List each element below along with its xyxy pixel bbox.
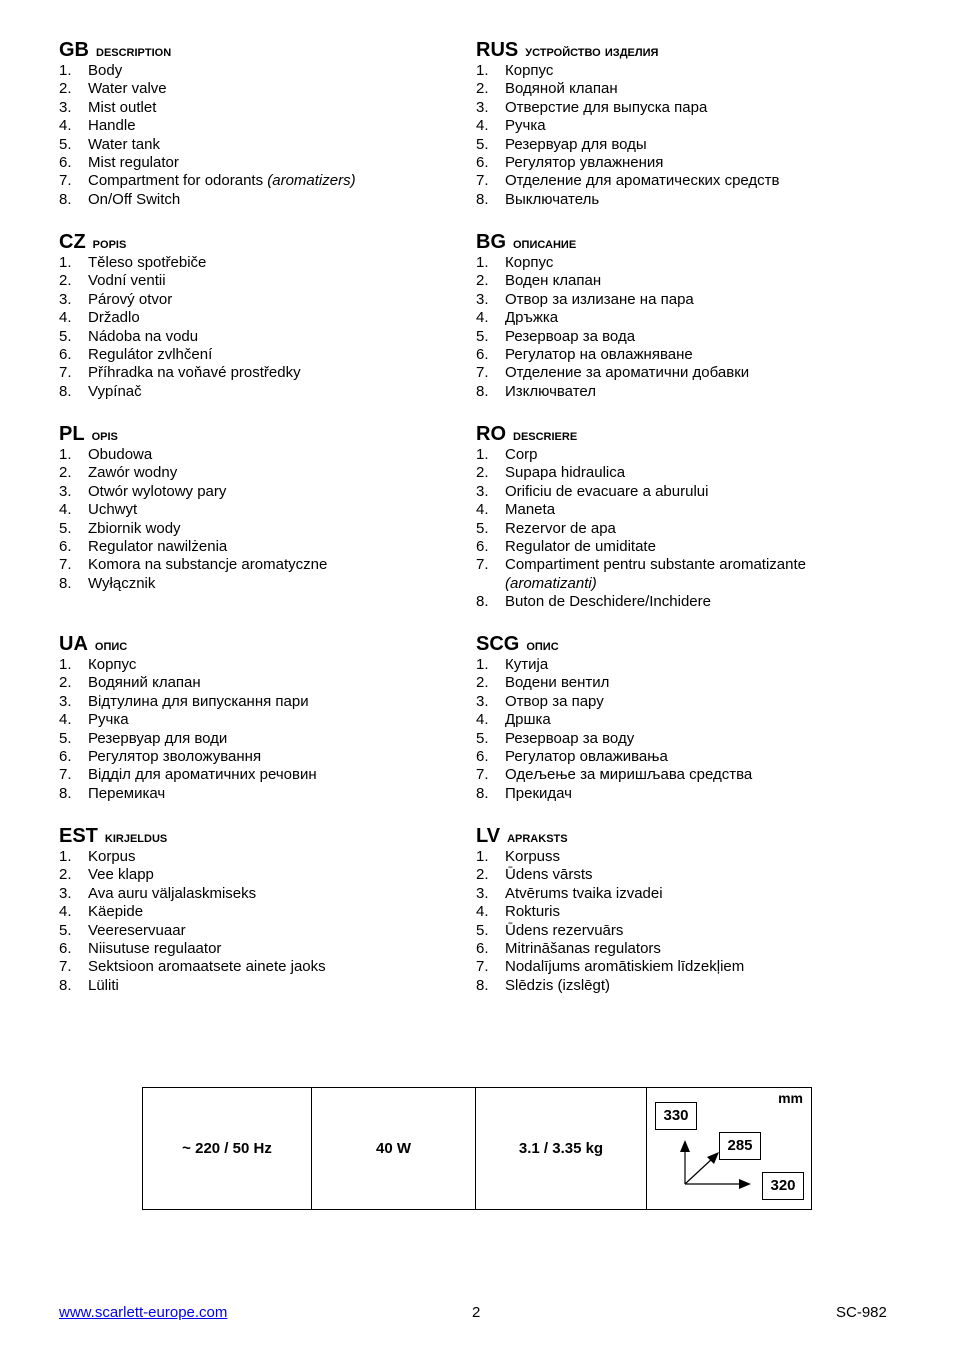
list-item: 3. Отвор за излизане на пара [476, 290, 694, 308]
list-item: 6. Regulator de umiditate [476, 538, 656, 556]
list-item: 1. Корпус [59, 656, 137, 673]
list-item: 5. Резервоар за вода [476, 327, 636, 345]
section-heading: UA опис [59, 633, 128, 655]
list-item: 2. Water valve [59, 80, 167, 98]
list-item: 5. Резервоар за воду [476, 729, 635, 747]
specs-table [142, 1087, 812, 1210]
list-item: 3. Atvērums tvaika izvadei [476, 884, 663, 902]
website-link[interactable]: www.scarlett-europe.com [59, 1304, 228, 1321]
list-item: 5. Ūdens rezervuārs [476, 921, 624, 939]
list-item: 6. Regulator nawilżenia [59, 538, 228, 556]
unit-label: mm [778, 1090, 803, 1106]
list-item: 2. Vee klapp [59, 866, 154, 884]
list-item: 7. Відділ для ароматичних речовин [59, 766, 317, 784]
list-item: 1. Obudowa [59, 446, 153, 463]
list-item: 3. Mist outlet [59, 98, 157, 116]
section-heading: LV apraksts [476, 825, 568, 847]
list-item: 5. Резервуар для води [59, 729, 228, 747]
model-number: SC-982 [836, 1304, 887, 1321]
page-number: 2 [472, 1304, 481, 1321]
section-heading: BG описание [476, 231, 577, 253]
list-item: 7. Отделение за ароматични добавки [476, 364, 750, 382]
list-item: 1. Korpus [59, 848, 136, 865]
list-item: 7. Одељење за миришљава средства [476, 766, 753, 784]
width-value: 320 [762, 1172, 804, 1200]
list-item: 5. Резервуар для воды [476, 135, 647, 153]
voltage-cell: ~ 220 / 50 Hz [143, 1088, 312, 1210]
depth-value: 285 [719, 1132, 761, 1160]
list-item: 4. Maneta [476, 501, 556, 519]
section-ua [59, 632, 459, 803]
list-item: 3. Otwór wylotowy pary [59, 482, 227, 500]
section-scg [476, 632, 876, 803]
list-item: 3. Отвор за пару [476, 692, 604, 710]
section-ro [476, 422, 876, 612]
list-item: 3. Párový otvor [59, 290, 173, 308]
power-cell: 40 W [312, 1088, 476, 1210]
weight-cell: 3.1 / 3.35 kg [476, 1088, 647, 1210]
section-heading: GB description [59, 39, 172, 61]
list-item: 7. Nodalījums aromātiskiem līdzekļiem [476, 958, 745, 976]
list-item: 7. Compartment for odorants (aromatizers) [59, 172, 356, 190]
list-item: 4. Дршка [476, 711, 551, 729]
list-item: 2. Водяний клапан [59, 674, 201, 692]
list-item: 8. Выключатель [476, 190, 600, 208]
section-rus [476, 38, 876, 209]
section-heading: CZ popis [59, 231, 127, 253]
section-heading: RO descriere [476, 423, 578, 445]
list-item: 8. Изключвател [476, 382, 596, 400]
list-item: 2. Воден клапан [476, 272, 602, 290]
section-lv [476, 824, 876, 995]
list-item: 2. Supapa hidraulica [476, 464, 626, 482]
list-item: 7. Příhradka na voňavé prostředky [59, 364, 301, 382]
section-est [59, 824, 459, 995]
list-item: 1. Корпус [476, 254, 554, 271]
list-item: 6. Niisutuse regulaator [59, 940, 222, 958]
list-item: 8. Vypínač [59, 382, 142, 400]
section-cz [59, 230, 459, 401]
list-item: 5. Zbiornik wody [59, 519, 181, 537]
list-item: 1. Body [59, 62, 123, 79]
list-item: 4. Rokturis [476, 903, 561, 921]
section-bg [476, 230, 876, 401]
section-heading: EST kirjeldus [59, 825, 168, 847]
list-item: 2. Zawór wodny [59, 464, 178, 482]
section-heading: PL opis [59, 423, 118, 445]
list-item: 6. Регулятор увлажнения [476, 154, 664, 172]
section-heading: SCG опис [476, 633, 559, 655]
list-item: 8. Buton de Deschidere/Inchidere [476, 593, 711, 611]
list-item: 5. Rezervor de apa [476, 519, 616, 537]
list-item: 4. Uchwyt [59, 501, 138, 519]
list-item: 4. Handle [59, 117, 136, 135]
list-item: 3. Відтулина для випускання пари [59, 692, 309, 710]
list-item: 3. Orificiu de evacuare a aburului [476, 482, 709, 500]
list-item: 7. Komora na substancje aromatyczne [59, 556, 328, 574]
list-item: 4. Käepide [59, 903, 144, 921]
list-item: 6. Регулятор зволожування [59, 748, 262, 766]
list-item: 8. Lüliti [59, 976, 119, 994]
list-item: 2. Водени вентил [476, 674, 610, 692]
list-item: 2. Vodní ventii [59, 272, 166, 290]
section-heading: RUS устройство изделия [476, 39, 659, 61]
list-item: 6. Регулатор овлаживања [476, 748, 668, 766]
list-item: 1. Těleso spotřebiče [59, 254, 207, 271]
list-item: 5. Water tank [59, 135, 160, 153]
list-item: 3. Ava auru väljalaskmiseks [59, 884, 257, 902]
list-item: 2. Ūdens vārsts [476, 866, 593, 884]
footer-link-wrap [59, 1304, 227, 1321]
section-gb [59, 38, 459, 209]
list-item: 4. Držadlo [59, 309, 140, 327]
list-item: 6. Регулатор на овлажняване [476, 346, 693, 364]
list-item: 4. Дръжка [476, 309, 559, 327]
list-item: 8. Перемикач [59, 784, 166, 802]
list-item: 7. Отделение для ароматических средств [476, 172, 780, 190]
list-item: 8. Wyłącznik [59, 574, 156, 592]
list-item: 1. Korpuss [476, 848, 561, 865]
list-item: 6. Mist regulator [59, 154, 179, 172]
list-item: 6. Mitrināšanas regulators [476, 940, 661, 958]
list-item: 8. Прекидач [476, 784, 572, 802]
list-item: 3. Отверстие для выпуска пара [476, 98, 708, 116]
list-item: 7. Compartiment pentru substante aromatizante (aromatizanti) [476, 556, 806, 592]
list-item: 4. Ручка [476, 117, 546, 135]
list-item: 1. Corp [476, 446, 538, 463]
list-item: 1. Кутија [476, 656, 549, 673]
list-item: 4. Ручка [59, 711, 129, 729]
height-value: 330 [655, 1102, 697, 1130]
section-pl [59, 422, 459, 593]
list-item: 5. Veereservuaar [59, 921, 186, 939]
list-item: 6. Regulátor zvlhčení [59, 346, 213, 364]
list-item: 8. Slēdzis (izslēgt) [476, 976, 611, 994]
list-item: 8. On/Off Switch [59, 190, 181, 208]
list-item: 7. Sektsioon aromaatsete ainete jaoks [59, 958, 326, 976]
list-item: 1. Корпус [476, 62, 554, 79]
list-item: 2. Водяной клапан [476, 80, 618, 98]
dimensions-cell [647, 1088, 812, 1210]
list-item: 5. Nádoba na vodu [59, 327, 199, 345]
